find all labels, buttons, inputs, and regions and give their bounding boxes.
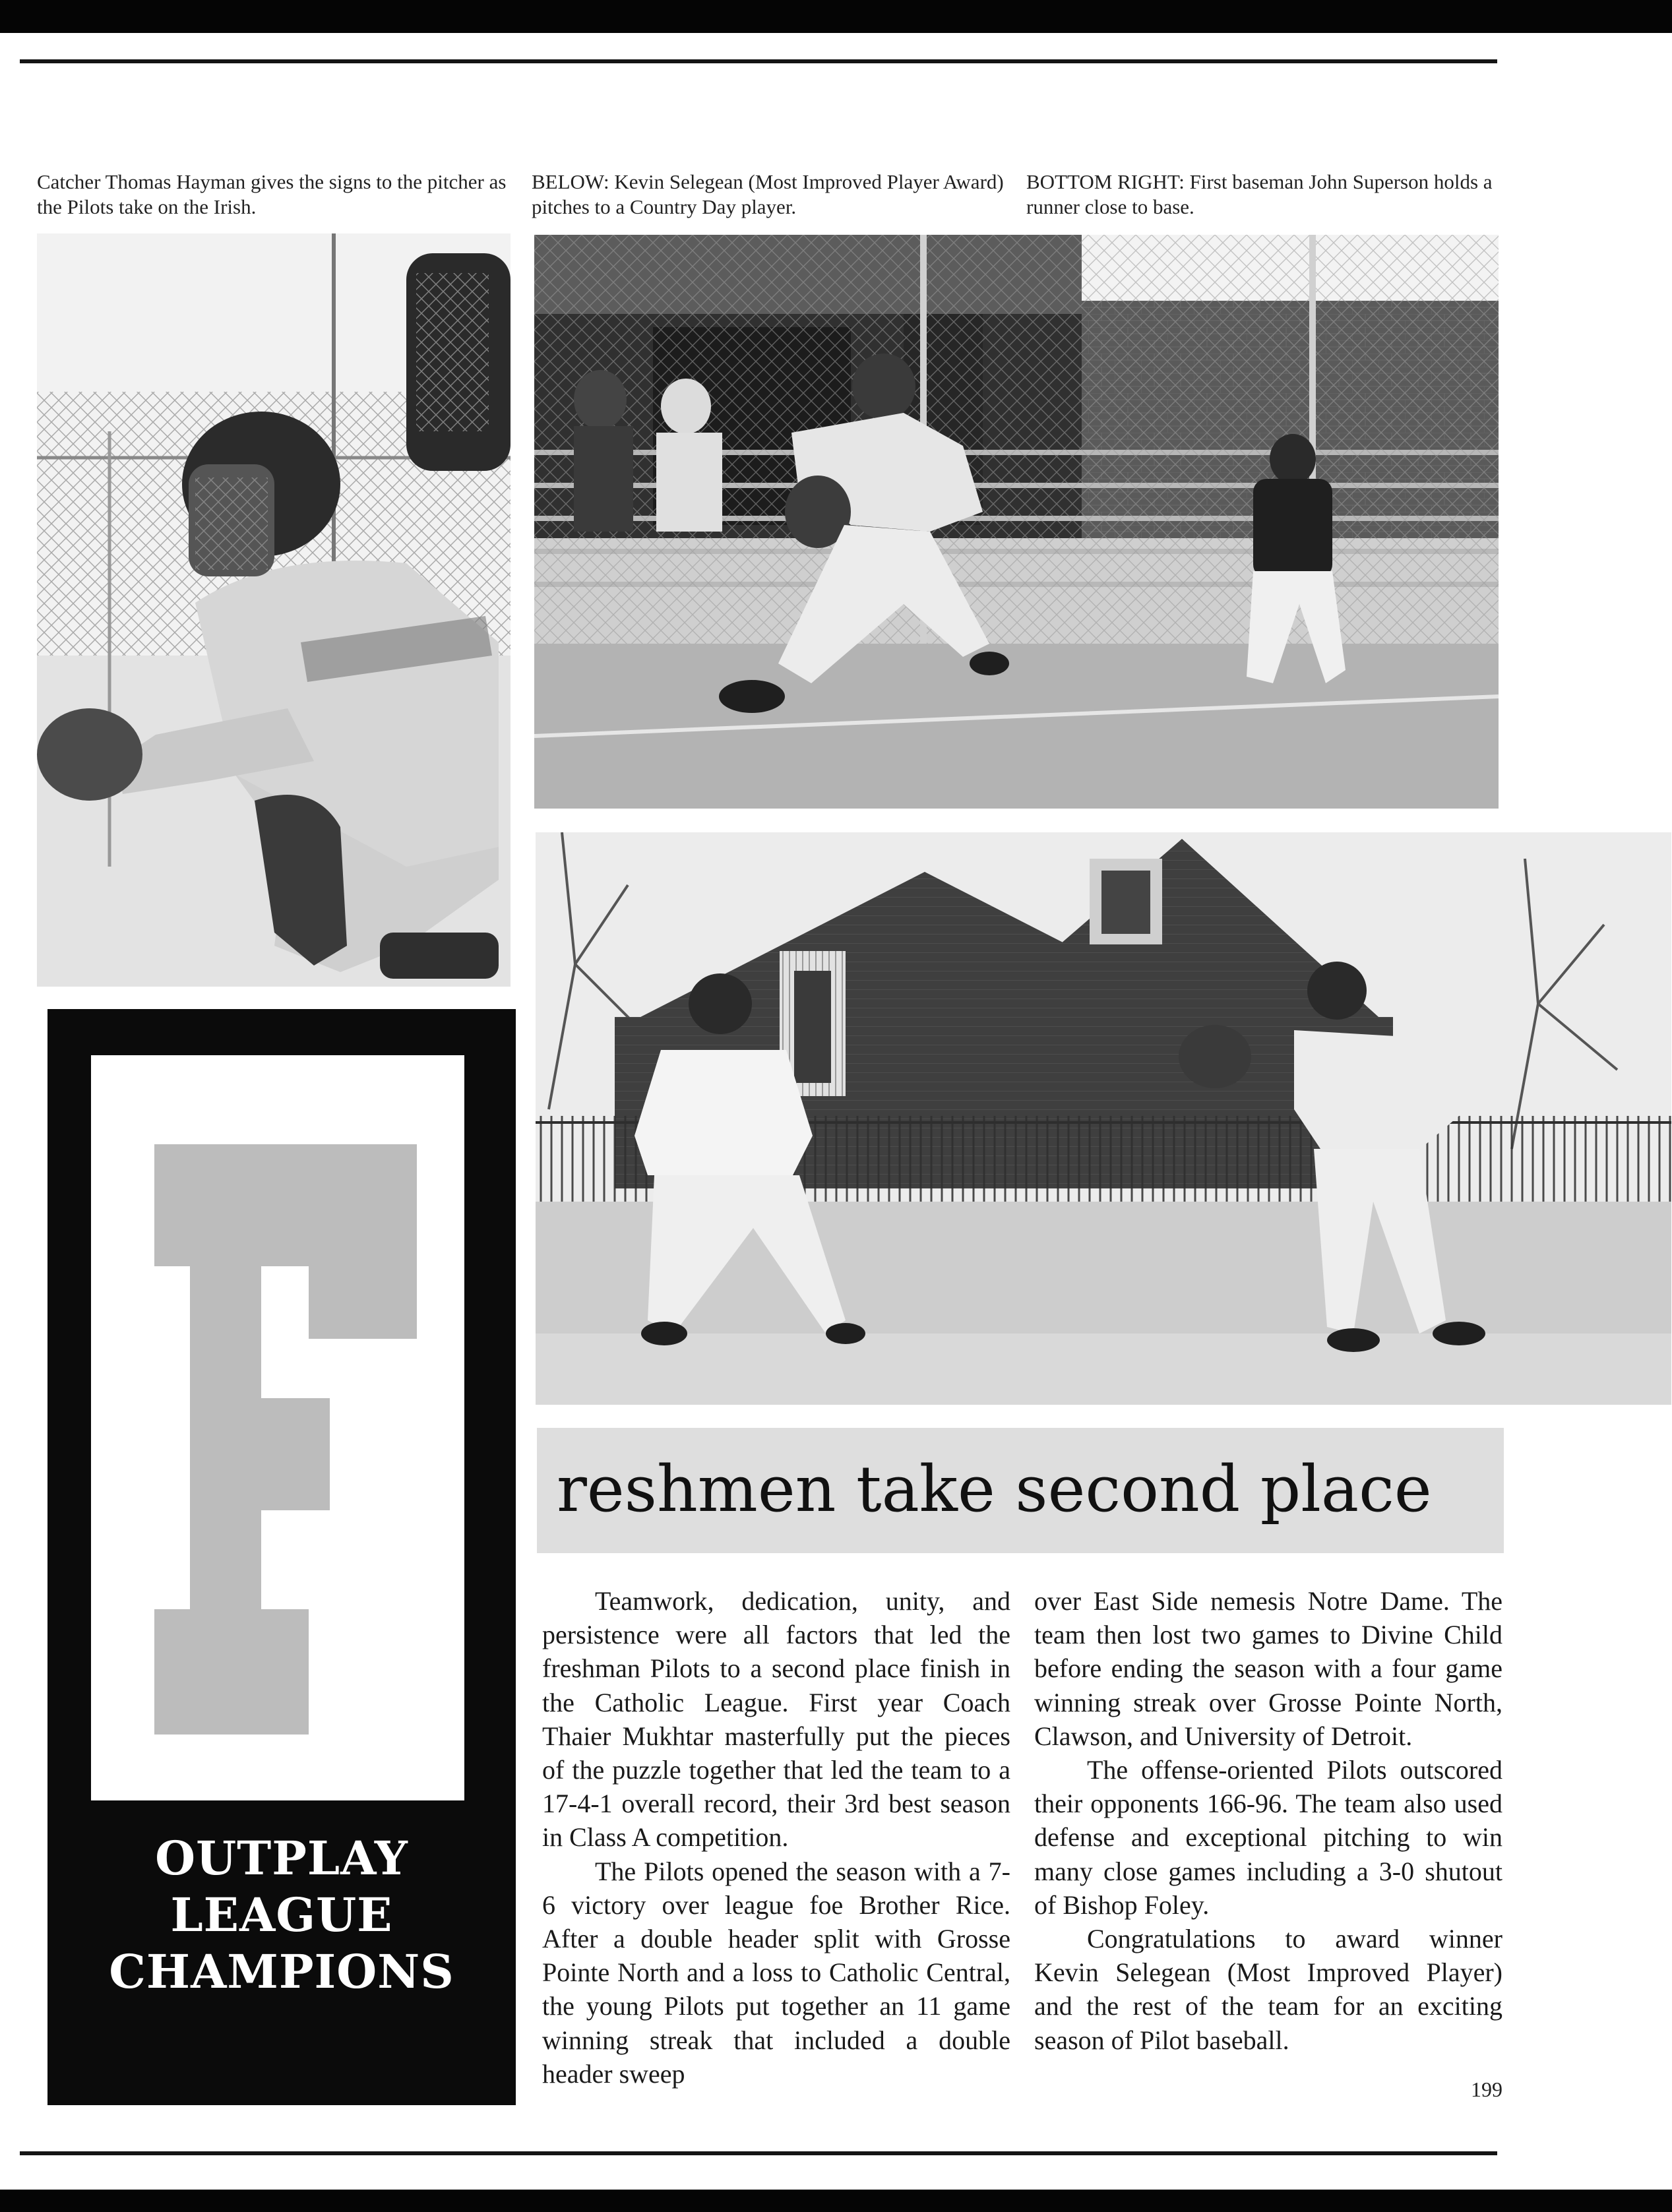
subtitle-line-1: OUTPLAY bbox=[155, 1831, 408, 1886]
caption-first-baseman: BOTTOM RIGHT: First baseman John Superson holds a runner close to base. bbox=[1026, 170, 1493, 218]
top-rule bbox=[20, 59, 1497, 63]
first-base-photo bbox=[536, 832, 1671, 1405]
subtitle-line-3: CHAMPIONS bbox=[109, 1944, 454, 1999]
initial-letter-f bbox=[91, 1055, 464, 1800]
caption-pitcher: BELOW: Kevin Selegean (Most Improved Player Award) pitches to a Country Day player. bbox=[532, 170, 1004, 218]
initial-letter-box bbox=[91, 1055, 464, 1800]
paragraph: Teamwork, dedication, unity, and persistence were all factors that led the freshman Pilots to a second place finish in the Catholic League. First year Coach Thaier Mukhtar masterfully put the pieces of the puzzle together that led the team to a 17-4-1 overall record, their 3rd best season in Class A competition. bbox=[542, 1586, 1010, 1853]
bottom-scan-band bbox=[0, 2190, 1672, 2212]
article-column-right bbox=[1034, 1584, 1502, 2057]
headline: reshmen take second place bbox=[557, 1452, 1432, 1526]
paragraph: The offense-oriented Pilots outscored their opponents 166-96. The team also used defense and exceptional pitching to win many close games including a 3-0 shutout of Bishop Foley. bbox=[1034, 1755, 1502, 1920]
paragraph: Congratulations to award winner Kevin Selegean (Most Improved Player) and the rest of the team for an exciting season of Pilot baseball. bbox=[1034, 1924, 1502, 2055]
pitcher-photo bbox=[534, 235, 1499, 809]
subtitle-line-2: LEAGUE bbox=[170, 1888, 393, 1942]
caption-catcher: Catcher Thomas Hayman gives the signs to the pitcher as the Pilots take on the Irish. bbox=[37, 170, 507, 218]
paragraph: The Pilots opened the season with a 7-6 victory over league foe Brother Rice. After a double header split with Grosse Pointe North and a loss to Catholic Central, the young Pilots put together an 11 game winning streak that included a double header sweep bbox=[542, 1856, 1010, 2089]
paragraph: over East Side nemesis Notre Dame. The team then lost two games to Divine Child before ending the season with a four game winning streak over Grosse Pointe North, Clawson, and University of Detroit. bbox=[1034, 1586, 1502, 1751]
headline-bar bbox=[537, 1428, 1504, 1553]
section-title-panel bbox=[47, 1009, 516, 2105]
section-subtitle bbox=[47, 1830, 516, 2000]
article-column-left bbox=[542, 1584, 1010, 2091]
top-scan-band bbox=[0, 0, 1672, 33]
catcher-photo bbox=[37, 233, 511, 987]
page-number: 199 bbox=[1471, 2077, 1502, 2101]
bottom-rule bbox=[20, 2151, 1497, 2155]
